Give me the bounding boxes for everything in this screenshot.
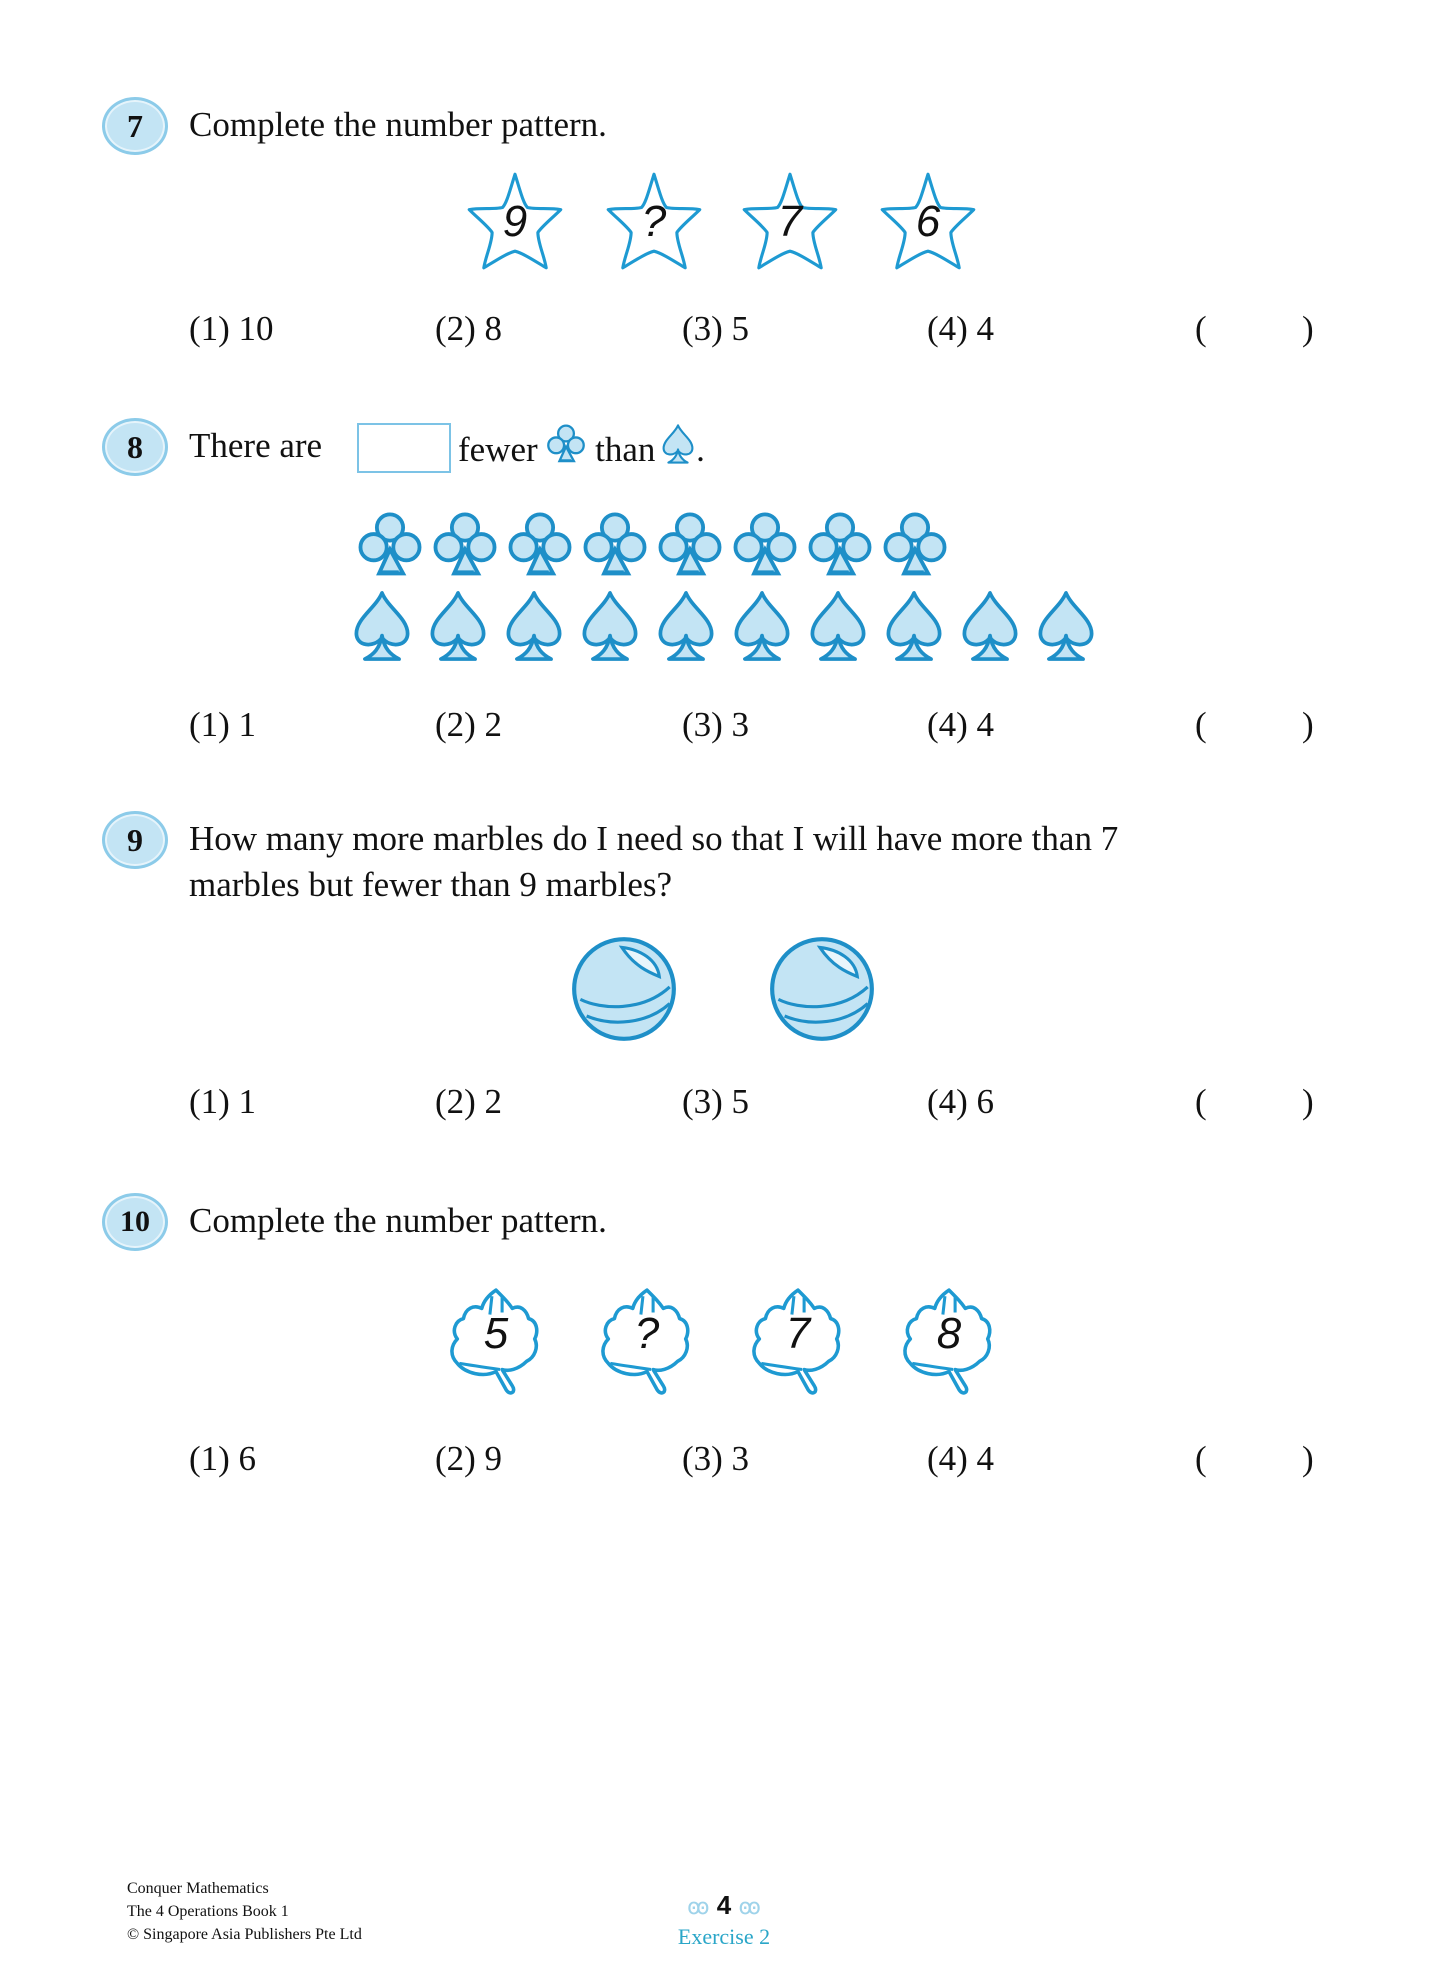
pattern-number: 7 [785, 1309, 811, 1358]
pattern-number: 8 [936, 1309, 962, 1358]
answer-paren-close[interactable]: ) [1302, 1082, 1314, 1121]
answer-option[interactable]: (2) 2 [435, 1082, 503, 1121]
club-icon [732, 510, 798, 580]
answer-option[interactable]: (3) 5 [682, 309, 750, 348]
spade-icon [806, 588, 870, 664]
pattern-number: 6 [915, 197, 941, 246]
spade-item [730, 588, 794, 668]
spade-icon [502, 588, 566, 664]
club-icon [507, 510, 573, 580]
answer-option[interactable]: (4) 4 [927, 705, 995, 744]
pattern-item [602, 168, 706, 272]
text-mid: fewer [458, 430, 538, 469]
answer-option[interactable]: (2) 8 [435, 309, 503, 348]
club-item [357, 510, 423, 584]
marble-icon [570, 935, 678, 1043]
club-icon [357, 510, 423, 580]
pattern-item [440, 1284, 552, 1396]
spade-icon [578, 588, 642, 664]
page-number-value: 4 [716, 1890, 732, 1920]
text-before: There are [189, 426, 323, 465]
answer-paren-open[interactable]: ( [1195, 1082, 1207, 1121]
answer-option[interactable]: (2) 9 [435, 1439, 503, 1478]
question-number-badge: 10 [102, 1193, 168, 1251]
question-number-badge: 8 [102, 418, 168, 476]
pattern-item [591, 1284, 703, 1396]
club-icon [582, 510, 648, 580]
text-end: . [696, 430, 705, 469]
answer-paren-close[interactable]: ) [1302, 309, 1314, 348]
footer-book-title: The 4 Operations Book 1 [127, 1903, 289, 1920]
answer-option[interactable]: (1) 1 [189, 705, 257, 744]
answer-paren-open[interactable]: ( [1195, 1439, 1207, 1478]
spade-icon [660, 423, 696, 465]
question-text: Complete the number pattern. [189, 105, 607, 144]
club-item [507, 510, 573, 584]
spade-item [426, 588, 490, 668]
marble-icon [768, 935, 876, 1043]
pattern-item [893, 1284, 1005, 1396]
question-text [189, 423, 322, 469]
club-icon [546, 423, 586, 465]
pattern-item [742, 1284, 854, 1396]
answer-paren-open[interactable]: ( [1195, 309, 1207, 348]
spade-icon [426, 588, 490, 664]
answer-option[interactable]: (1) 6 [189, 1439, 257, 1478]
answer-paren-close[interactable]: ) [1302, 1439, 1314, 1478]
club-icon [882, 510, 948, 580]
club-item [882, 510, 948, 584]
spade-icon [958, 588, 1022, 664]
spade-item [350, 588, 414, 668]
ornament-left-icon: ꙭ [687, 1894, 710, 1919]
club-item [807, 510, 873, 584]
club-item [582, 510, 648, 584]
answer-option[interactable]: (3) 5 [682, 1082, 750, 1121]
pattern-number: 9 [502, 197, 528, 246]
club-icon [807, 510, 873, 580]
footer-book-series: Conquer Mathematics [127, 1880, 269, 1897]
spade-icon [1034, 588, 1098, 664]
answer-blank-box[interactable] [357, 423, 451, 473]
spade-item [502, 588, 566, 668]
spade-item [882, 588, 946, 668]
page-number [664, 1890, 784, 1921]
spade-icon [654, 588, 718, 664]
spade-item [654, 588, 718, 668]
question-text-line2: marbles but fewer than 9 marbles? [189, 865, 673, 904]
question-text: Complete the number pattern. [189, 1201, 607, 1240]
answer-option[interactable]: (2) 2 [435, 705, 503, 744]
pattern-item [876, 168, 980, 272]
pattern-number: 5 [483, 1309, 509, 1358]
spade-icon [730, 588, 794, 664]
answer-option[interactable]: (3) 3 [682, 1439, 750, 1478]
missing-number: ? [634, 1309, 660, 1358]
club-item [657, 510, 723, 584]
answer-option[interactable]: (1) 1 [189, 1082, 257, 1121]
spade-item [1034, 588, 1098, 668]
answer-option[interactable]: (4) 4 [927, 1439, 995, 1478]
answer-paren-open[interactable]: ( [1195, 705, 1207, 744]
answer-option[interactable]: (4) 6 [927, 1082, 995, 1121]
spade-item [806, 588, 870, 668]
marble-item [768, 935, 876, 1047]
question-number-badge: 9 [102, 811, 168, 869]
answer-option[interactable]: (1) 10 [189, 309, 274, 348]
spade-item [958, 588, 1022, 668]
club-item [432, 510, 498, 584]
marble-item [570, 935, 678, 1047]
spade-icon [350, 588, 414, 664]
answer-option[interactable]: (4) 4 [927, 309, 995, 348]
pattern-number: 7 [777, 197, 803, 246]
text-after: than [595, 430, 656, 469]
answer-paren-close[interactable]: ) [1302, 705, 1314, 744]
footer-copyright: © Singapore Asia Publishers Pte Ltd [127, 1926, 362, 1943]
spade-item [578, 588, 642, 668]
club-icon [657, 510, 723, 580]
club-icon [432, 510, 498, 580]
missing-number: ? [641, 197, 667, 246]
question-number-badge: 7 [102, 97, 168, 155]
pattern-item [463, 168, 567, 272]
pattern-item [738, 168, 842, 272]
club-item [732, 510, 798, 584]
answer-option[interactable]: (3) 3 [682, 705, 750, 744]
spade-icon [882, 588, 946, 664]
ornament-right-icon: ꙭ [738, 1894, 761, 1919]
exercise-label: Exercise 2 [677, 1924, 771, 1949]
question-text-cont [458, 423, 705, 473]
question-text-line1: How many more marbles do I need so that I will have more than 7 [189, 819, 1119, 858]
